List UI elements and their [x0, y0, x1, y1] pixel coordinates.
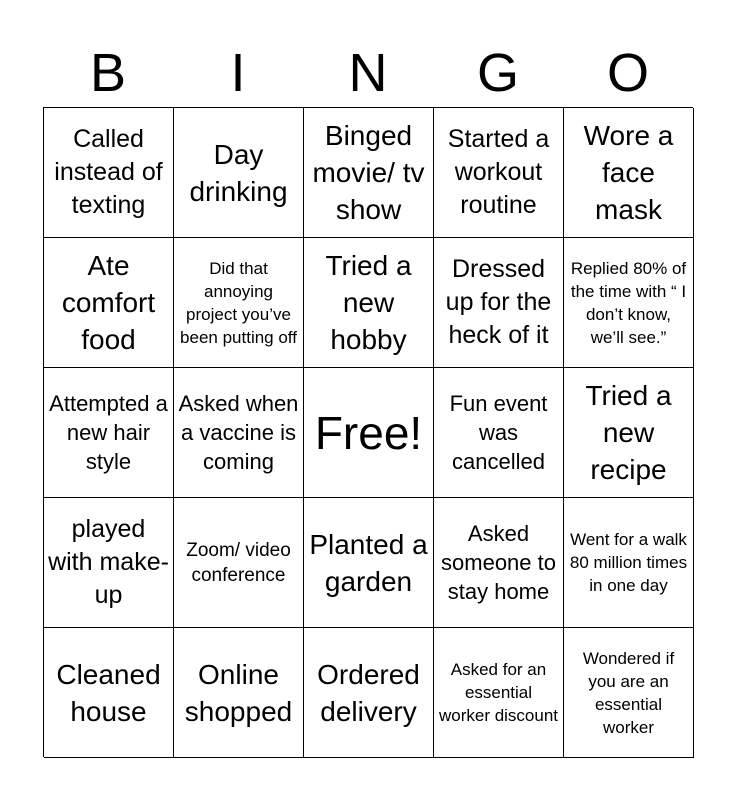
cell-text: Zoom/ video conference	[186, 539, 291, 586]
cell-text: Planted a garden	[309, 528, 428, 597]
bingo-grid	[43, 107, 693, 757]
cell-text: Wondered if you are an essential worker	[582, 648, 675, 737]
cell-text: Binged movie/ tv show	[312, 120, 425, 225]
cell-text: Ate comfort food	[61, 250, 156, 355]
bingo-cell[interactable]	[44, 368, 174, 498]
free-space-text: Free!	[314, 406, 423, 459]
free-space-cell[interactable]	[304, 368, 434, 498]
cell-text: Cleaned house	[56, 658, 161, 727]
cell-text: Attempted a new hair style	[49, 391, 168, 474]
cell-text: Asked someone to stay home	[441, 521, 556, 604]
bingo-cell[interactable]	[434, 368, 564, 498]
bingo-cell[interactable]	[174, 628, 304, 758]
cell-text: Ordered delivery	[317, 658, 420, 727]
header-letter-o: O	[606, 43, 649, 103]
bingo-cell[interactable]	[564, 238, 694, 368]
header-letter-i: I	[230, 43, 246, 103]
cell-text: played with make-up	[48, 515, 169, 609]
bingo-cell[interactable]	[564, 628, 694, 758]
bingo-cell[interactable]	[304, 498, 434, 628]
cell-text: Tried a new recipe	[585, 380, 672, 485]
cell-text: Asked for an essential worker discount	[438, 660, 559, 725]
bingo-cell[interactable]	[564, 108, 694, 238]
bingo-cell[interactable]	[564, 368, 694, 498]
bingo-cell[interactable]	[564, 498, 694, 628]
cell-text: Dressed up for the heck of it	[445, 255, 552, 349]
bingo-cell[interactable]	[174, 108, 304, 238]
cell-text: Replied 80% of the time with “ I don’t know, we’ll see.”	[570, 258, 687, 347]
bingo-cell[interactable]	[44, 108, 174, 238]
bingo-cell[interactable]	[44, 628, 174, 758]
bingo-cell[interactable]	[174, 368, 304, 498]
cell-text: Went for a walk 80 million times in one day	[569, 530, 688, 595]
cell-text: Asked when a vaccine is coming	[178, 391, 299, 474]
cell-text: Wore a face mask	[583, 120, 674, 225]
bingo-header	[43, 40, 693, 106]
bingo-cell[interactable]	[304, 628, 434, 758]
cell-text: Day drinking	[189, 138, 288, 207]
cell-text: Fun event was cancelled	[449, 391, 548, 474]
cell-text: Did that annoying project you’ve been putting off	[180, 258, 297, 347]
header-letter-n: N	[348, 43, 388, 103]
bingo-cell[interactable]	[434, 238, 564, 368]
cell-text: Started a workout routine	[447, 125, 550, 219]
bingo-cell[interactable]	[434, 108, 564, 238]
bingo-cell[interactable]	[44, 238, 174, 368]
cell-text: Called instead of texting	[54, 125, 163, 219]
bingo-cell[interactable]	[44, 498, 174, 628]
header-letter-b: B	[89, 43, 127, 103]
bingo-cell[interactable]	[434, 498, 564, 628]
bingo-cell[interactable]	[434, 628, 564, 758]
header-letter-g: G	[476, 43, 519, 103]
bingo-cell[interactable]	[174, 498, 304, 628]
bingo-cell[interactable]	[304, 238, 434, 368]
cell-text: Tried a new hobby	[325, 250, 412, 355]
cell-text: Online shopped	[184, 658, 293, 727]
bingo-cell[interactable]	[304, 108, 434, 238]
bingo-cell[interactable]	[174, 238, 304, 368]
